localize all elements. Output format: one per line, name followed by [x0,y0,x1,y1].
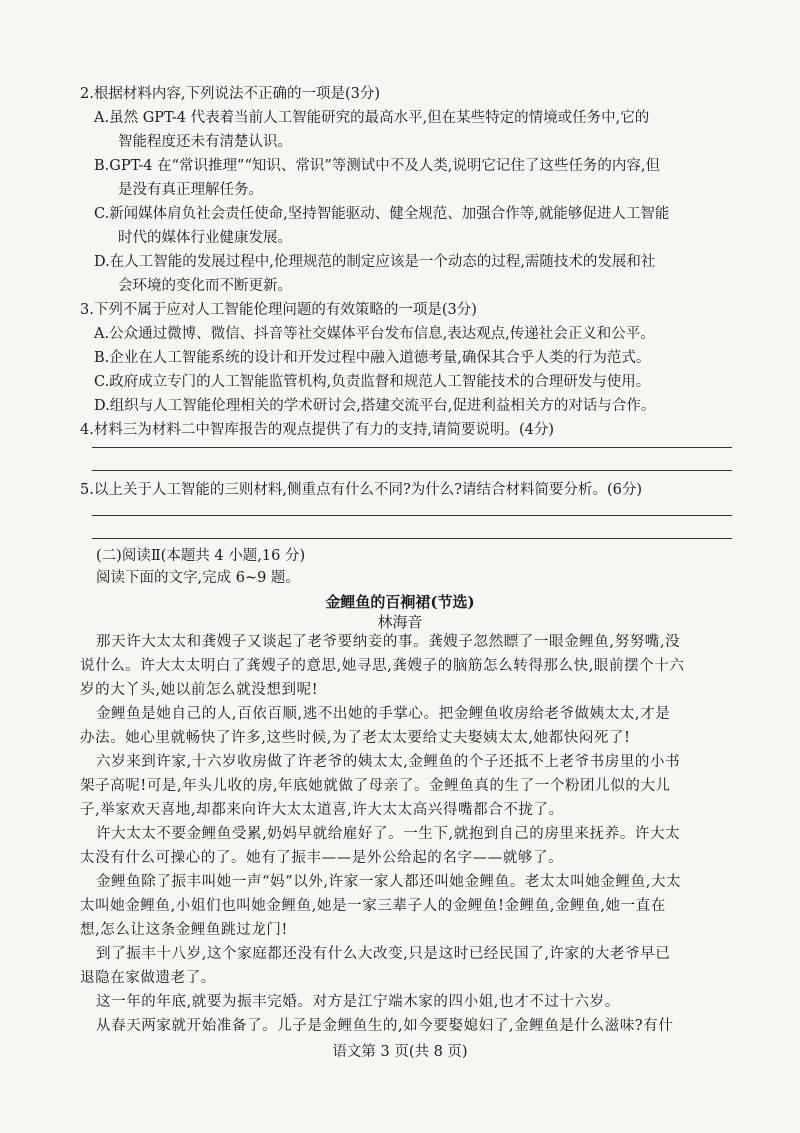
q2-option-a-line1: A.虽然 GPT-4 代表着当前人工智能研究的最高水平,但在某些特定的情境或任务中,它的 [94,110,650,126]
story-line: 想,怎么让这条金鲤鱼跳过龙门! [80,922,288,938]
q3-option-d: D.组织与人工智能伦理相关的学术研讨会,搭建交流平台,促进利益相关方的对话与合作。 [94,398,656,414]
q4-stem: 4.材料三为材料二中智库报告的观点提供了有力的支持,请简要说明。(4分) [80,422,554,438]
story-line: 架子高呢!可是,年头儿收的房,年底她就做了母亲了。金鲤鱼真的生了一个粉团儿似的大儿 [80,778,671,794]
q3-option-c: C.政府成立专门的人工智能监管机构,负责监督和规范人工智能技术的合理研发与使用。 [94,374,651,390]
story-line: 这一年的年底,就要为振丰完婚。对方是江宁端木家的四小姐,也才不过十六岁。 [96,994,620,1010]
story-line: 办法。她心里就畅快了许多,这些时候,为了老太太要给丈夫娶姨太太,她都快闷死了! [80,730,631,746]
story-title: 金鲤鱼的百裥裙(节选) [325,593,475,611]
q2-option-a-line2: 智能程度还未有清楚认识。 [118,134,292,150]
story-line: 金鲤鱼是她自己的人,百依百顺,逃不出她的手掌心。把金鲤鱼收房给老爷做姨太太,才是 [96,706,671,722]
story-line: 太没有什么可操心的了。她有了振丰——是外公给起的名字——就够了。 [80,850,564,866]
section-instruction: 阅读下面的文字,完成 6~9 题。 [96,570,300,586]
q2-option-d-line1: D.在人工智能的发展过程中,伦理规范的制定应该是一个动态的过程,需随技术的发展和社 [94,254,656,270]
q2-stem: 2.根据材料内容,下列说法不正确的一项是(3分) [80,86,380,102]
q3-stem: 3.下列不属于应对人工智能伦理问题的有效策略的一项是(3分) [80,302,477,318]
q2-option-c-line1: C.新闻媒体肩负社会责任使命,坚持智能驱动、健全规范、加强合作等,就能够促进人工智能 [94,206,670,222]
story-line: 太叫她金鲤鱼,小姐们也叫她金鲤鱼,她是一家三辈子人的金鲤鱼!金鲤鱼,金鲤鱼,她一直在 [80,898,666,914]
story-line: 许大太太不要金鲤鱼受累,奶妈早就给雇好了。一生下,就抱到自己的房里来抚养。许大太 [96,826,681,842]
story-line: 岁的大丫头,她以前怎么就没想到呢! [80,682,319,698]
q5-answer-line-2[interactable] [92,538,732,539]
q2-option-c-line2: 时代的媒体行业健康发展。 [118,230,292,246]
story-line: 从春天两家就开始准备了。儿子是金鲤鱼生的,如今要娶媳妇了,金鲤鱼是什么滋味?有什 [96,1018,674,1034]
q2-option-b-line1: B.GPT-4 在“常识推理”“知识、常识”等测试中不及人类,说明它记住了这些任务的内容,但 [94,158,661,174]
q3-option-a: A.公众通过微博、微信、抖音等社交媒体平台发布信息,表达观点,传递社会正义和公平。 [94,326,655,342]
story-line: 说什么。许大太太明白了龚嫂子的意思,她寻思,龚嫂子的脑筋怎么转得那么快,眼前摆个十六 [80,658,685,674]
section-heading: (二)阅读Ⅱ(本题共 4 小题,16 分) [96,548,306,564]
story-author: 林海音 [377,613,423,631]
story-line: 金鲤鱼除了振丰叫她一声“妈”以外,许家一家人都还叫她金鲤鱼。老太太叫她金鲤鱼,大太 [96,874,682,890]
q4-answer-line-2[interactable] [92,470,732,471]
q2-option-d-line2: 会环境的变化而不断更新。 [118,278,292,294]
story-line: 那天许大太太和龚嫂子又谈起了老爷要纳妾的事。龚嫂子忽然瞟了一眼金鲤鱼,努努嘴,没 [96,634,681,650]
q5-stem: 5.以上关于人工智能的三则材料,侧重点有什么不同?为什么?请结合材料简要分析。(6分) [80,482,643,498]
q2-option-b-line2: 是没有真正理解任务。 [118,182,263,198]
q3-option-b: B.企业在人工智能系统的设计和开发过程中融入道德考量,确保其合乎人类的行为范式。 [94,350,651,366]
story-line: 子,举家欢天喜地,却都来向许大太太道喜,许大太太高兴得嘴都合不拢了。 [80,802,564,818]
q5-answer-line-1[interactable] [92,515,732,516]
page-footer: 语文第 3 页(共 8 页) [332,1044,468,1060]
story-line: 退隐在家做遗老了。 [80,970,216,986]
story-line: 到了振丰十八岁,这个家庭都还没有什么大改变,只是这时已经民国了,许家的大老爷早已 [96,946,671,962]
q4-answer-line-1[interactable] [92,447,732,448]
story-line: 六岁来到许家,十六岁收房做了许老爷的姨太太,金鲤鱼的个子还抵不上老爷书房里的小书 [96,754,681,770]
